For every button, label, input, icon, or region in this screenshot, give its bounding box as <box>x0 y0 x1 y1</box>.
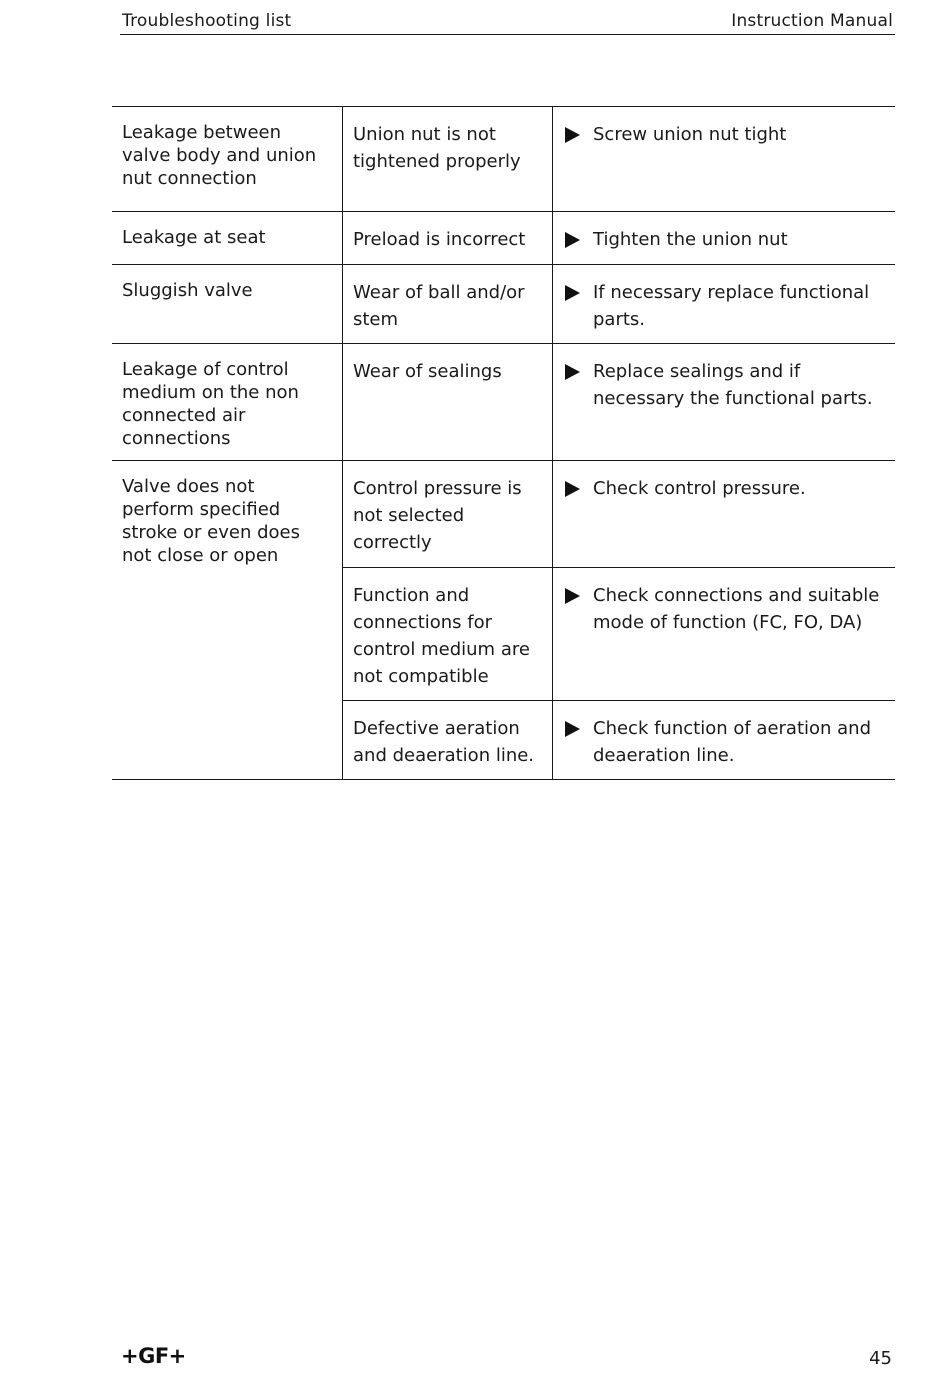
cause-cell: Preload is incorrect <box>343 212 553 265</box>
document-title: Instruction Manual <box>731 11 893 31</box>
remedy-cell <box>553 568 896 701</box>
cause-cell: Wear of ball and/or stem <box>343 265 553 344</box>
remedy-text: Replace sealings and if necessary the functional parts. <box>593 361 873 409</box>
arrow-right-icon <box>565 285 580 301</box>
troubleshooting-table <box>112 106 895 780</box>
remedy-text: Tighten the union nut <box>593 229 788 250</box>
arrow-right-icon <box>565 588 580 604</box>
remedy-text: Screw union nut tight <box>593 124 787 145</box>
cause-cell: Function and connections for control medium are not compatible <box>343 568 553 701</box>
arrow-right-icon <box>565 721 580 737</box>
cause-cell: Wear of sealings <box>343 344 553 461</box>
logo-text: +GF+ <box>121 1344 186 1368</box>
page-header <box>120 10 895 35</box>
table-row <box>112 344 895 461</box>
fault-cell: Leakage of control medium on the non connected air connections <box>112 344 343 461</box>
section-title: Troubleshooting list <box>122 11 292 31</box>
remedy-cell <box>553 265 896 344</box>
page-number: 45 <box>869 1348 892 1369</box>
arrow-right-icon <box>565 127 580 143</box>
remedy-text: Check connections and suitable mode of function (FC, FO, DA) <box>593 585 880 633</box>
table-row <box>112 265 895 344</box>
remedy-cell <box>553 461 896 568</box>
fault-cell: Sluggish valve <box>112 265 343 344</box>
remedy-cell <box>553 107 896 212</box>
fault-cell: Leakage between valve body and union nut connection <box>112 107 343 212</box>
cause-cell: Control pressure is not selected correctly <box>343 461 553 568</box>
cause-cell: Union nut is not tightened properly <box>343 107 553 212</box>
arrow-right-icon <box>565 232 580 248</box>
arrow-right-icon <box>565 481 580 497</box>
remedy-cell <box>553 212 896 265</box>
arrow-right-icon <box>565 364 580 380</box>
remedy-text: If necessary replace functional parts. <box>593 282 870 330</box>
remedy-cell <box>553 344 896 461</box>
cause-cell: Defective aeration and deaeration line. <box>343 701 553 780</box>
gf-logo <box>121 1344 186 1368</box>
table-row <box>112 107 895 212</box>
table-row <box>112 461 895 568</box>
remedy-cell <box>553 701 896 780</box>
fault-cell: Leakage at seat <box>112 212 343 265</box>
remedy-text: Check function of aeration and deaeration line. <box>593 718 872 766</box>
fault-cell: Valve does not perform specified stroke or even does not close or open <box>112 461 343 780</box>
table-row <box>112 212 895 265</box>
remedy-text: Check control pressure. <box>593 478 806 499</box>
